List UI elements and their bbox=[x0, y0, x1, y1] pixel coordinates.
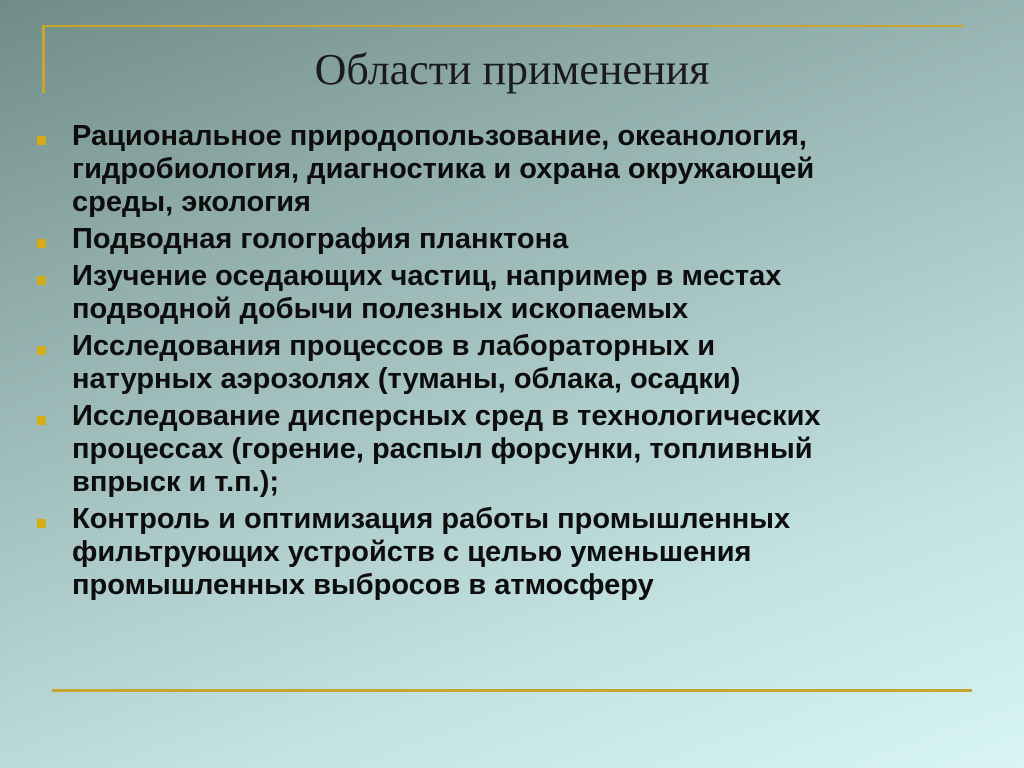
bullet-item bbox=[36, 120, 996, 219]
bullet-text-line: промышленных выбросов в атмосферу bbox=[72, 569, 654, 601]
bullet-square-icon bbox=[37, 136, 46, 145]
bullet-text-line: Исследования процессов в лабораторных и bbox=[72, 330, 716, 362]
bullet-text-line: фильтрующих устройств с целью уменьшения bbox=[72, 536, 752, 568]
bullet-text-line: Рациональное природопользование, океанология, bbox=[72, 120, 807, 152]
bullet-text-line: Подводная голография планктона bbox=[72, 223, 569, 255]
slide-title: Области применения bbox=[314, 45, 710, 94]
bullet-square-icon bbox=[37, 239, 46, 248]
bullet-text-line: среды, экология bbox=[72, 186, 311, 218]
bullet-item bbox=[36, 260, 996, 326]
bullet-text-line: процессах (горение, распыл форсунки, топливный bbox=[72, 433, 813, 465]
bullet-text-line: Контроль и оптимизация работы промышленных bbox=[72, 503, 791, 535]
bullet-square-icon bbox=[37, 346, 46, 355]
bullet-item bbox=[36, 223, 996, 256]
bullet-text-line: подводной добычи полезных ископаемых bbox=[72, 293, 689, 325]
bullet-text-line: Исследование дисперсных сред в технологических bbox=[72, 400, 821, 432]
bullet-text-line: гидробиология, диагностика и охрана окружающей bbox=[72, 153, 815, 185]
bullet-text-line: Изучение оседающих частиц, например в местах bbox=[72, 260, 782, 292]
bullet-list bbox=[36, 120, 996, 606]
decorative-top-line bbox=[42, 25, 964, 27]
bullet-text-line: впрыск и т.п.); bbox=[72, 466, 280, 498]
bullet-text-line: натурных аэрозолях (туманы, облака, осадки) bbox=[72, 363, 741, 395]
bullet-square-icon bbox=[37, 276, 46, 285]
bullet-square-icon bbox=[37, 416, 46, 425]
decorative-bottom-line bbox=[52, 689, 972, 692]
bullet-item bbox=[36, 503, 996, 602]
bullet-item bbox=[36, 400, 996, 499]
bullet-item bbox=[36, 330, 996, 396]
bullet-square-icon bbox=[37, 519, 46, 528]
